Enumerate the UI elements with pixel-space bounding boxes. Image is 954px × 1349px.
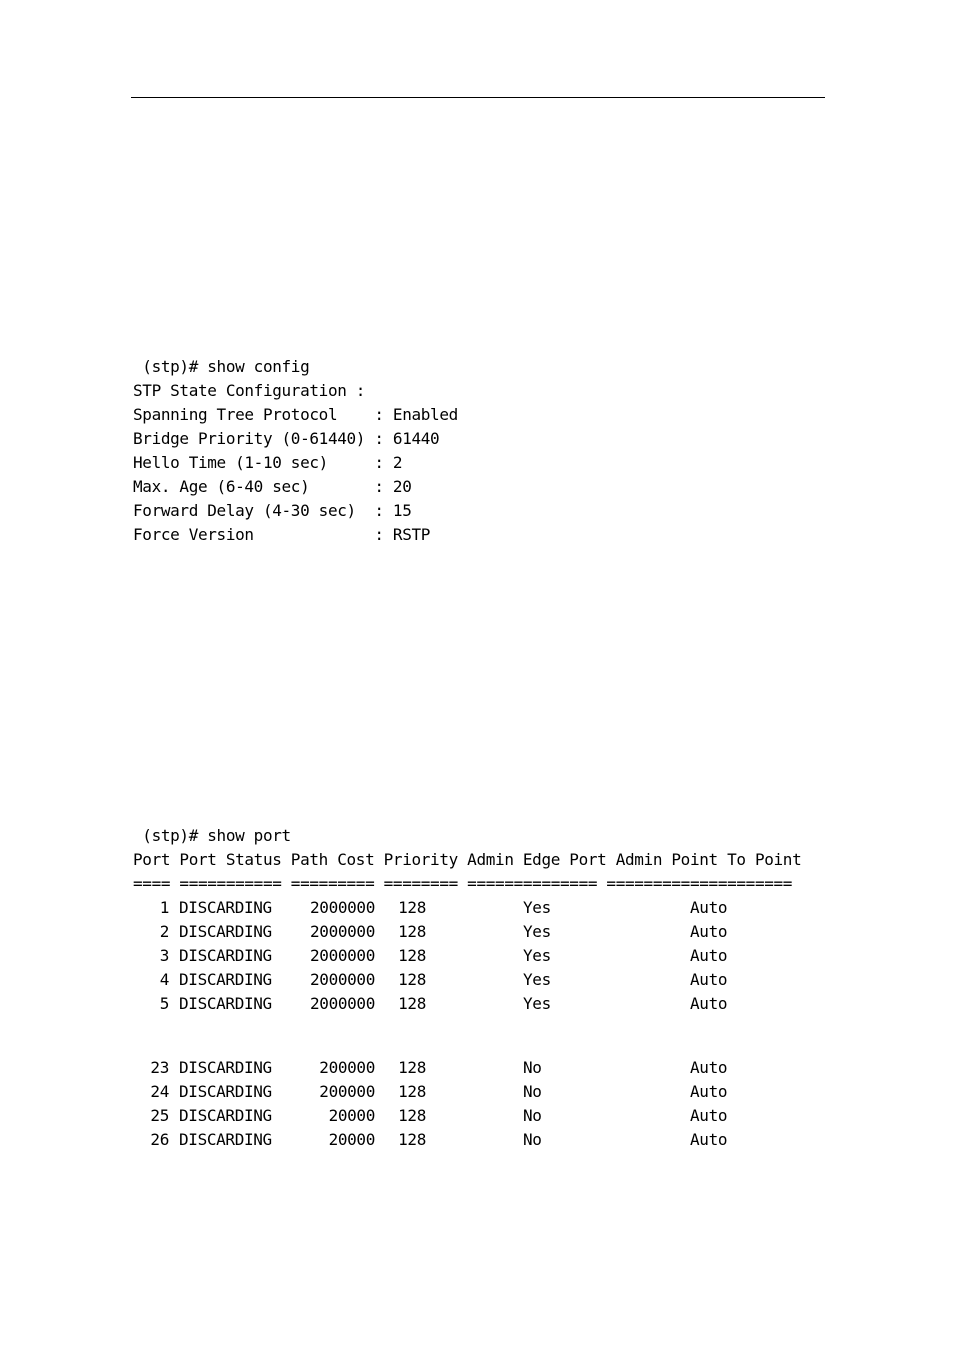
port-output bbox=[133, 824, 801, 1152]
priority-cell: 128 bbox=[398, 1106, 426, 1125]
port-table-header: Port Port Status Path Cost Priority Admin Edge Port Admin Point To Point bbox=[133, 850, 802, 869]
path-cost-cell: 2000000 bbox=[310, 994, 375, 1013]
path-cost-cell: 2000000 bbox=[310, 970, 375, 989]
table-row bbox=[133, 1128, 801, 1152]
table-row bbox=[133, 1080, 801, 1104]
port-rows-group-a bbox=[133, 896, 801, 1016]
path-cost-cell: 2000000 bbox=[310, 898, 375, 917]
port-status-cell: DISCARDING bbox=[179, 922, 272, 941]
admin-edge-port-cell: Yes bbox=[523, 898, 551, 917]
config-title: STP State Configuration : bbox=[133, 381, 366, 400]
port-number-cell: 25 bbox=[150, 1106, 169, 1125]
admin-edge-port-cell: Yes bbox=[523, 922, 551, 941]
port-status-cell: DISCARDING bbox=[179, 1130, 272, 1149]
table-row bbox=[133, 920, 801, 944]
priority-cell: 128 bbox=[398, 970, 426, 989]
admin-edge-port-cell: Yes bbox=[523, 970, 551, 989]
admin-edge-port-cell: No bbox=[523, 1082, 542, 1101]
admin-point-to-point-cell: Auto bbox=[690, 1106, 728, 1125]
port-table-separator: ==== =========== ========= ======== ============== ==================== bbox=[133, 874, 793, 893]
config-line-force-version: Force Version : RSTP bbox=[133, 525, 431, 544]
config-line-hello-time: Hello Time (1-10 sec) : 2 bbox=[133, 453, 403, 472]
config-output bbox=[133, 355, 458, 547]
config-line-stp: Spanning Tree Protocol : Enabled bbox=[133, 405, 458, 424]
config-line-bridge-priority: Bridge Priority (0-61440) : 61440 bbox=[133, 429, 440, 448]
port-status-cell: DISCARDING bbox=[179, 994, 272, 1013]
table-row bbox=[133, 1104, 801, 1128]
admin-point-to-point-cell: Auto bbox=[690, 922, 728, 941]
admin-point-to-point-cell: Auto bbox=[690, 1058, 728, 1077]
priority-cell: 128 bbox=[398, 898, 426, 917]
admin-edge-port-cell: Yes bbox=[523, 994, 551, 1013]
config-prompt: (stp)# show config bbox=[133, 357, 310, 376]
priority-cell: 128 bbox=[398, 946, 426, 965]
path-cost-cell: 20000 bbox=[328, 1130, 375, 1149]
port-number-cell: 24 bbox=[150, 1082, 169, 1101]
path-cost-cell: 200000 bbox=[319, 1082, 375, 1101]
port-status-cell: DISCARDING bbox=[179, 1082, 272, 1101]
path-cost-cell: 2000000 bbox=[310, 922, 375, 941]
admin-point-to-point-cell: Auto bbox=[690, 1082, 728, 1101]
config-line-forward-delay: Forward Delay (4-30 sec) : 15 bbox=[133, 501, 412, 520]
path-cost-cell: 20000 bbox=[328, 1106, 375, 1125]
port-number-cell: 5 bbox=[159, 994, 169, 1013]
path-cost-cell: 2000000 bbox=[310, 946, 375, 965]
priority-cell: 128 bbox=[398, 1082, 426, 1101]
config-line-max-age: Max. Age (6-40 sec) : 20 bbox=[133, 477, 412, 496]
admin-point-to-point-cell: Auto bbox=[690, 994, 728, 1013]
priority-cell: 128 bbox=[398, 1058, 426, 1077]
port-prompt: (stp)# show port bbox=[133, 826, 291, 845]
port-number-cell: 3 bbox=[159, 946, 169, 965]
priority-cell: 128 bbox=[398, 1130, 426, 1149]
priority-cell: 128 bbox=[398, 994, 426, 1013]
admin-point-to-point-cell: Auto bbox=[690, 946, 728, 965]
admin-point-to-point-cell: Auto bbox=[690, 898, 728, 917]
table-row bbox=[133, 896, 801, 920]
priority-cell: 128 bbox=[398, 922, 426, 941]
admin-edge-port-cell: No bbox=[523, 1106, 542, 1125]
admin-point-to-point-cell: Auto bbox=[690, 970, 728, 989]
port-rows-group-b bbox=[133, 1056, 801, 1152]
table-row bbox=[133, 992, 801, 1016]
path-cost-cell: 200000 bbox=[319, 1058, 375, 1077]
admin-edge-port-cell: Yes bbox=[523, 946, 551, 965]
port-number-cell: 26 bbox=[150, 1130, 169, 1149]
port-status-cell: DISCARDING bbox=[179, 970, 272, 989]
port-number-cell: 1 bbox=[159, 898, 169, 917]
admin-point-to-point-cell: Auto bbox=[690, 1130, 728, 1149]
port-status-cell: DISCARDING bbox=[179, 946, 272, 965]
header-rule bbox=[131, 97, 825, 98]
port-status-cell: DISCARDING bbox=[179, 1106, 272, 1125]
port-status-cell: DISCARDING bbox=[179, 1058, 272, 1077]
port-status-cell: DISCARDING bbox=[179, 898, 272, 917]
admin-edge-port-cell: No bbox=[523, 1130, 542, 1149]
port-number-cell: 2 bbox=[159, 922, 169, 941]
table-row bbox=[133, 1056, 801, 1080]
table-row bbox=[133, 944, 801, 968]
table-row bbox=[133, 968, 801, 992]
admin-edge-port-cell: No bbox=[523, 1058, 542, 1077]
port-number-cell: 23 bbox=[150, 1058, 169, 1077]
port-number-cell: 4 bbox=[159, 970, 169, 989]
